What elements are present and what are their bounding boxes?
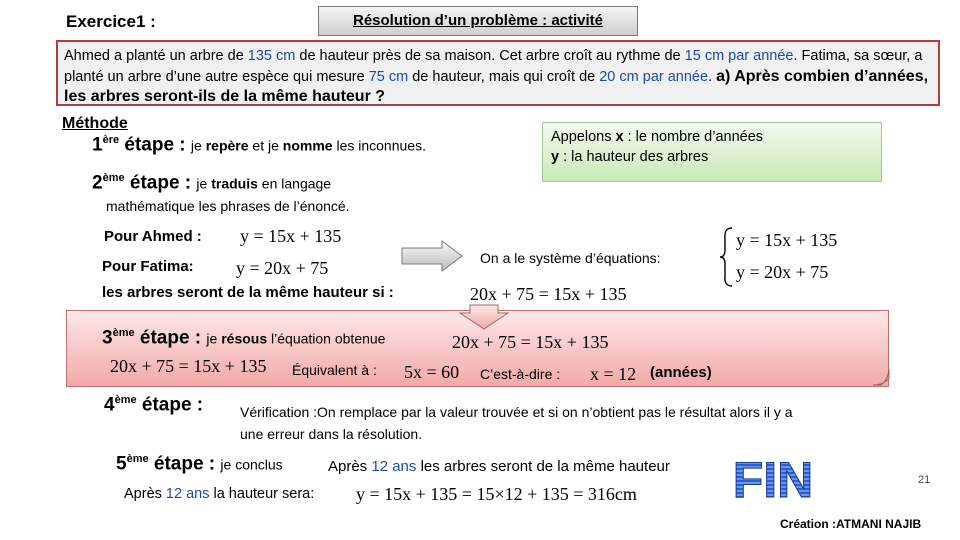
solution-x-12: x = 12	[590, 364, 637, 384]
step-number: 5	[116, 453, 127, 475]
step-ordinal: ème	[102, 172, 125, 184]
step-label: étape :	[148, 453, 221, 475]
credit: Création :ATMANI NAJIB	[780, 517, 922, 531]
slide-title: Résolution d’un problème : activité	[318, 6, 638, 36]
system-equation-1: y = 15x + 135	[736, 230, 838, 250]
fatima-equation: y = 20x + 75	[236, 258, 329, 278]
fin-logo	[732, 452, 814, 508]
equation-5x-60: 5x = 60	[404, 362, 460, 382]
step-4	[104, 394, 203, 416]
unknown-y: y : la hauteur des arbres	[551, 149, 709, 165]
step-ordinal: ème	[112, 327, 135, 339]
step-ordinal: ème	[114, 394, 137, 406]
statement-text: de hauteur, mais qui croît de	[408, 68, 600, 85]
verification-line-2: une erreur dans la résolution.	[240, 426, 423, 442]
brace-icon	[718, 226, 734, 288]
statement-value: 20 cm par année	[599, 68, 709, 85]
step-number: 1	[92, 134, 103, 156]
system-equation-2: y = 20x + 75	[736, 262, 829, 282]
conclusion-line-1: Après 12 ans les arbres seront de la même hauteur	[328, 458, 670, 475]
statement-text: . Fatima, sa sœur, a planté un arbre d’une autre espèce qui mesure	[64, 48, 923, 85]
step-keyword: traduis	[211, 175, 258, 192]
fatima-label: Pour Fatima:	[102, 258, 194, 275]
step-keyword: nomme	[282, 137, 333, 154]
step-text: je conclus	[220, 456, 283, 473]
down-arrow-icon	[458, 304, 510, 330]
step-text: je	[206, 330, 222, 347]
step-1	[92, 134, 426, 156]
step-label: étape :	[119, 134, 191, 156]
annees-label: (années)	[650, 364, 712, 381]
exercise-label: Exercice1 :	[66, 12, 156, 31]
step-label: étape :	[136, 394, 204, 416]
statement-value: 135 cm	[247, 48, 296, 64]
page-number: 21	[918, 474, 931, 486]
step-3-equation-repeat: 20x + 75 = 15x + 135	[110, 356, 267, 376]
conclusion-line-2: Après 12 ans la hauteur sera:	[124, 486, 315, 502]
same-height-equation: 20x + 75 = 15x + 135	[470, 284, 627, 304]
step-2	[92, 172, 331, 194]
methode-heading: Méthode	[62, 115, 128, 132]
step-number: 2	[92, 172, 103, 194]
step-number: 3	[102, 327, 113, 349]
unknown-x: Appelons x : le nombre d’années	[551, 129, 764, 145]
step-keyword: repère	[205, 137, 249, 154]
verification-line-1: Vérification :On remplace par la valeur trouvée et si on n’obtient pas le résultat alors il y a	[240, 404, 793, 420]
ahmed-label: Pour Ahmed :	[104, 228, 202, 245]
final-height-equation: y = 15x + 135 = 15×12 + 135 = 316cm	[356, 484, 637, 504]
step-ordinal: ère	[102, 134, 120, 146]
cest-a-dire-label: C’est-à-dire :	[480, 366, 561, 382]
right-arrow-icon	[400, 239, 464, 273]
step-number: 4	[104, 394, 115, 416]
step-ordinal: ème	[126, 453, 149, 465]
page-curl-icon	[872, 368, 890, 386]
statement-text: de hauteur près de sa maison. Cet arbre croît au rythme de	[295, 48, 685, 64]
step-3-equation: 20x + 75 = 15x + 135	[452, 332, 609, 352]
step-label: étape :	[124, 172, 197, 194]
system-label: On a le système d’équations:	[480, 250, 661, 266]
step-3	[102, 327, 385, 349]
statement-value: 15 cm par année	[684, 48, 794, 64]
statement-question: a) Après combien d’années, les arbres seront-ils de la même hauteur ?	[64, 67, 929, 105]
unknowns-box	[542, 122, 882, 182]
step-keyword: résous	[221, 330, 268, 347]
problem-statement	[56, 40, 940, 106]
step-text: en langage	[257, 175, 332, 192]
step-text: et je	[248, 137, 283, 154]
statement-text: .	[708, 68, 717, 85]
fin-text: FIN	[732, 452, 814, 508]
statement-value: 75 cm	[368, 68, 409, 85]
step-text: je	[190, 137, 206, 154]
step-text: les inconnues.	[332, 137, 426, 154]
step-2-continuation: mathématique les phrases de l’énoncé.	[106, 198, 350, 214]
ahmed-equation: y = 15x + 135	[240, 226, 342, 246]
equivalent-label: Équivalent à :	[292, 362, 377, 378]
statement-text: Ahmed a planté un arbre de	[64, 48, 248, 64]
step-text: je	[196, 175, 212, 192]
step-label: étape :	[134, 327, 207, 349]
same-height-label: les arbres seront de la même hauteur si :	[102, 284, 394, 301]
step-5	[116, 453, 283, 475]
step-text: l’équation obtenue	[267, 330, 386, 347]
